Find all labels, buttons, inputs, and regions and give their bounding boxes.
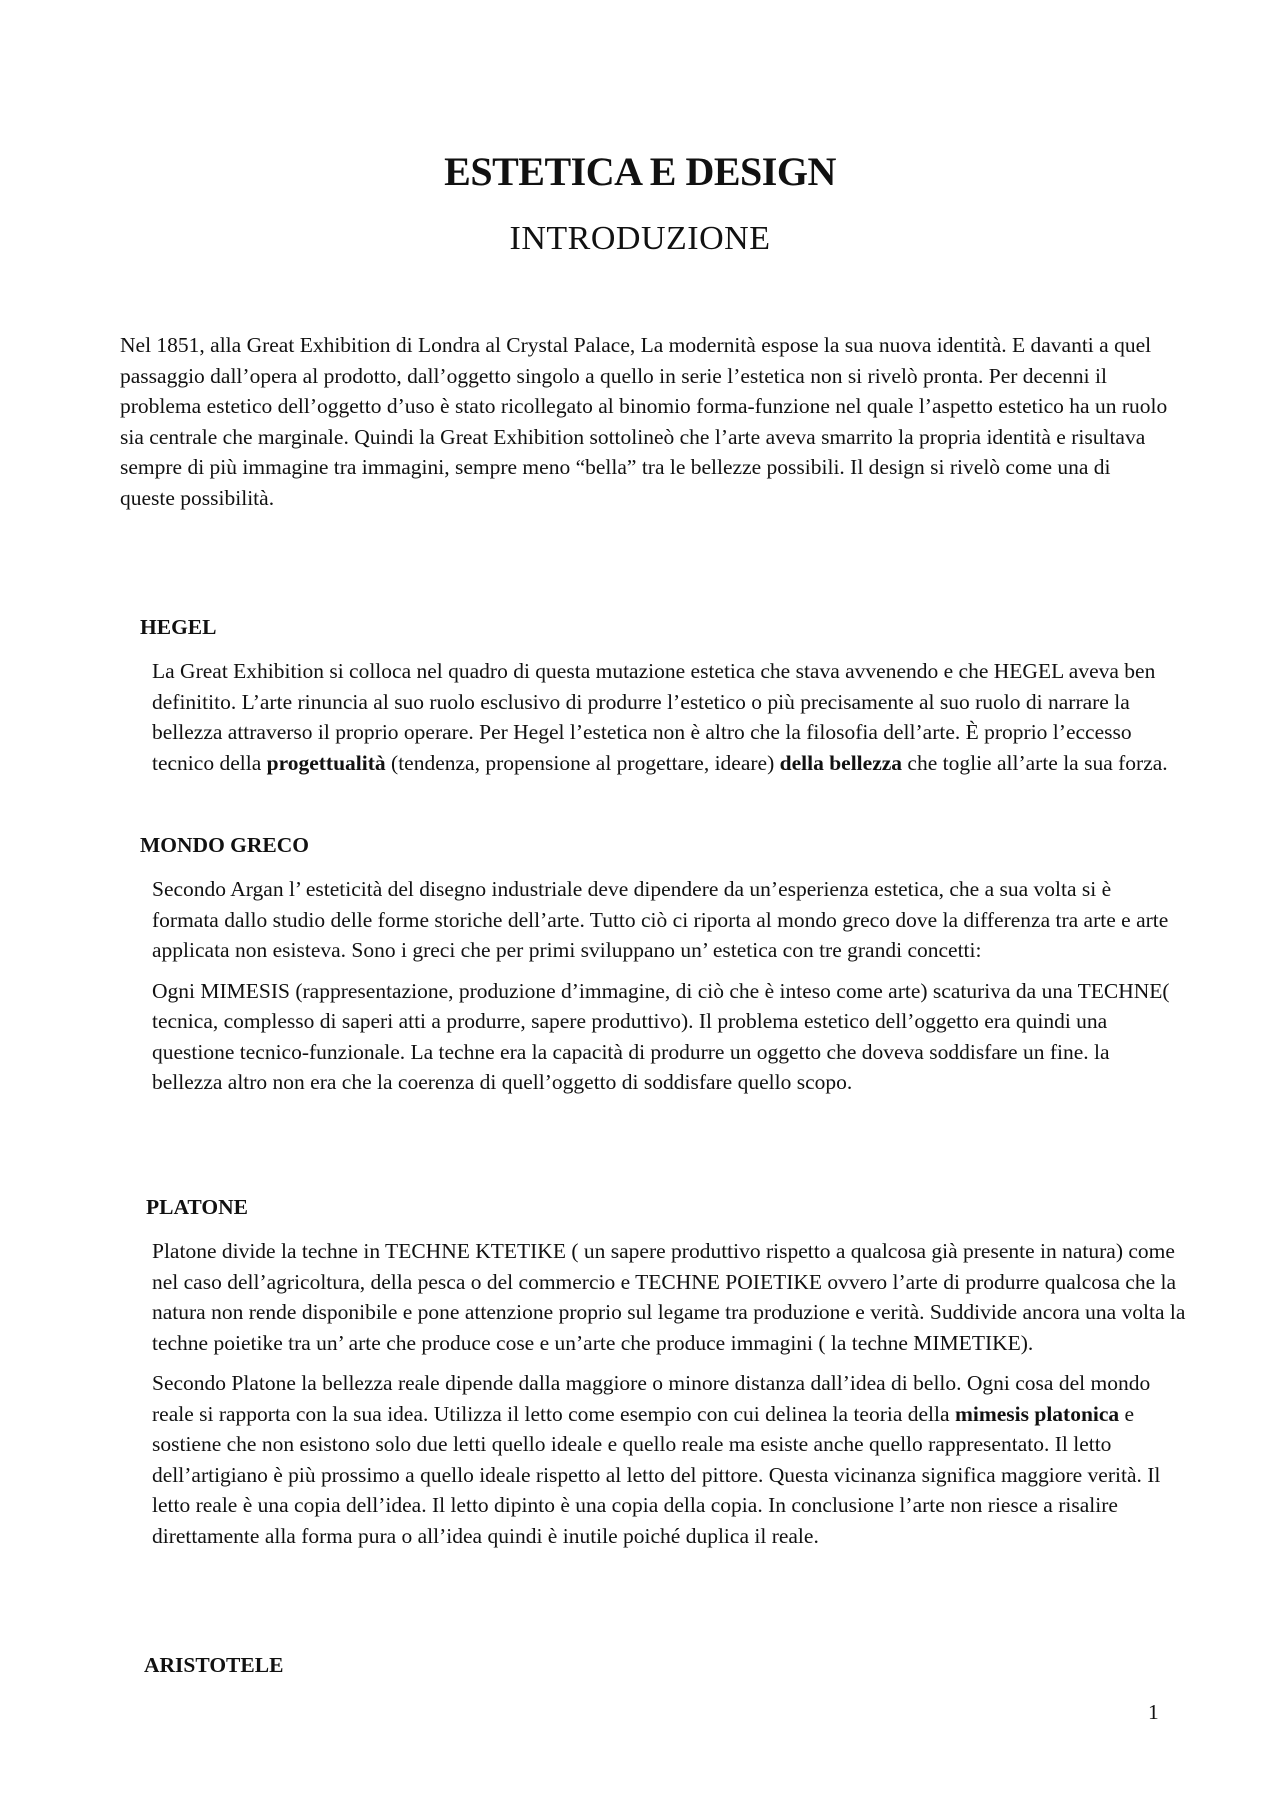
page-number: 1 — [1148, 1700, 1159, 1724]
section-heading-aristotele: ARISTOTELE — [144, 1653, 284, 1677]
platone-bold-mimesis: mimesis platonica — [954, 1401, 1120, 1426]
platone-text-a: Secondo Platone la bellezza reale dipende dalla maggiore o minore distanza dall’idea di bello. Ogni cosa del mondo reale si rapporta con la sua idea. Utilizza il letto come esempio con cui delinea la teoria della — [152, 1371, 1151, 1426]
document-title: ESTETICA E DESIGN — [444, 149, 836, 194]
section-hegel — [140, 612, 1180, 778]
document-subtitle: INTRODUZIONE — [509, 220, 771, 257]
section-aristotele — [144, 1650, 1184, 1680]
platone-paragraph-1: Platone divide la techne in TECHNE KTETIKE ( un sapere produttivo rispetto a qualcosa già presente in natura) come nel caso dell’agricoltura, della pesca o del commercio e TECHNE POIETIKE ovvero l’arte di produrre qualcosa che la natura non rende disponibile e pone attenzione proprio sul legame tra produzione e verità. Suddivide ancora una volta la techne poietike tra un’ arte che produce cose e un’arte che produce immagini ( la techne MIMETIKE). — [152, 1239, 1186, 1355]
section-heading-mondo-greco: MONDO GRECO — [140, 833, 310, 857]
hegel-text-b: (tendenza, propensione al progettare, ideare) — [385, 750, 780, 775]
platone-text-b: e sostiene che non esistono solo due letti quello ideale e quello reale ma esiste anche quello rappresentato. Il letto dell’artigiano è più prossimo a quello ideale rispetto al letto del pittore. Questa vicinanza significa maggiore verità. Il letto reale è una copia dell’idea. Il letto dipinto è una copia della copia. In conclusione l’arte non riesce a risalire direttamente alla forma pura o all’idea quindi è inutile poiché duplica il reale. — [152, 1401, 1161, 1548]
hegel-text-c: che toglie all’arte la sua forza. — [902, 750, 1168, 775]
platone-paragraph-2 — [146, 1368, 1186, 1551]
hegel-text-a: La Great Exhibition si colloca nel quadro di questa mutazione estetica che stava avvenendo e che HEGEL aveva ben definitito. L’arte rinuncia al suo ruolo esclusivo di produrre l’estetico o più precisamente al suo ruolo di narrare la bellezza attraverso il proprio operare. Per Hegel l’estetica non è altro che la filosofia dell’arte. È proprio l’eccesso tecnico della — [152, 659, 1156, 775]
hegel-bold-progettualita: progettualità — [266, 750, 386, 775]
hegel-paragraph — [140, 656, 1180, 778]
hegel-bold-bellezza: della bellezza — [779, 750, 903, 775]
greco-paragraph-2: Ogni MIMESIS (rappresentazione, produzione d’immagine, di ciò che è inteso come arte) scaturiva da una TECHNE( tecnica, complesso di saperi atti a produrre, sapere produttivo). Il problema estetico dell’oggetto era quindi una questione tecnico-funzionale. La techne era la capacità di produrre un oggetto che doveva soddisfare un fine. la bellezza altro non era che la coerenza di quell’oggetto di soddisfare quello scopo. — [152, 978, 1170, 1094]
intro-paragraph: Nel 1851, alla Great Exhibition di Londra al Crystal Palace, La modernità espose la sua nuova identità. E davanti a quel passaggio dall’opera al prodotto, dall’oggetto singolo a quello in serie l’estetica non si rivelò pronta. Per decenni il problema estetico dell’oggetto d’uso è stato ricollegato al binomio forma-funzione nel quale l’aspetto estetico ha un ruolo sia centrale che marginale. Quindi la Great Exhibition sottolineò che l’arte aveva smarrito la propria identità e risultava sempre di più immagine tra immagini, sempre meno “bella” tra le bellezze possibili. Il design si rivelò come una di queste possibilità. — [120, 333, 1168, 510]
section-heading-platone: PLATONE — [146, 1195, 248, 1219]
section-mondo-greco — [140, 830, 1180, 1098]
greco-paragraph-1: Secondo Argan l’ esteticità del disegno industriale deve dipendere da un’esperienza estetica, che a sua volta si è formata dallo studio delle forme storiche dell’arte. Tutto ciò ci riporta al mondo greco dove la differenza tra arte e arte applicata non esisteva. Sono i greci che per primi sviluppano un’ estetica con tre grandi concetti: — [152, 877, 1169, 962]
section-heading-hegel: HEGEL — [140, 615, 217, 639]
section-platone — [146, 1192, 1186, 1551]
